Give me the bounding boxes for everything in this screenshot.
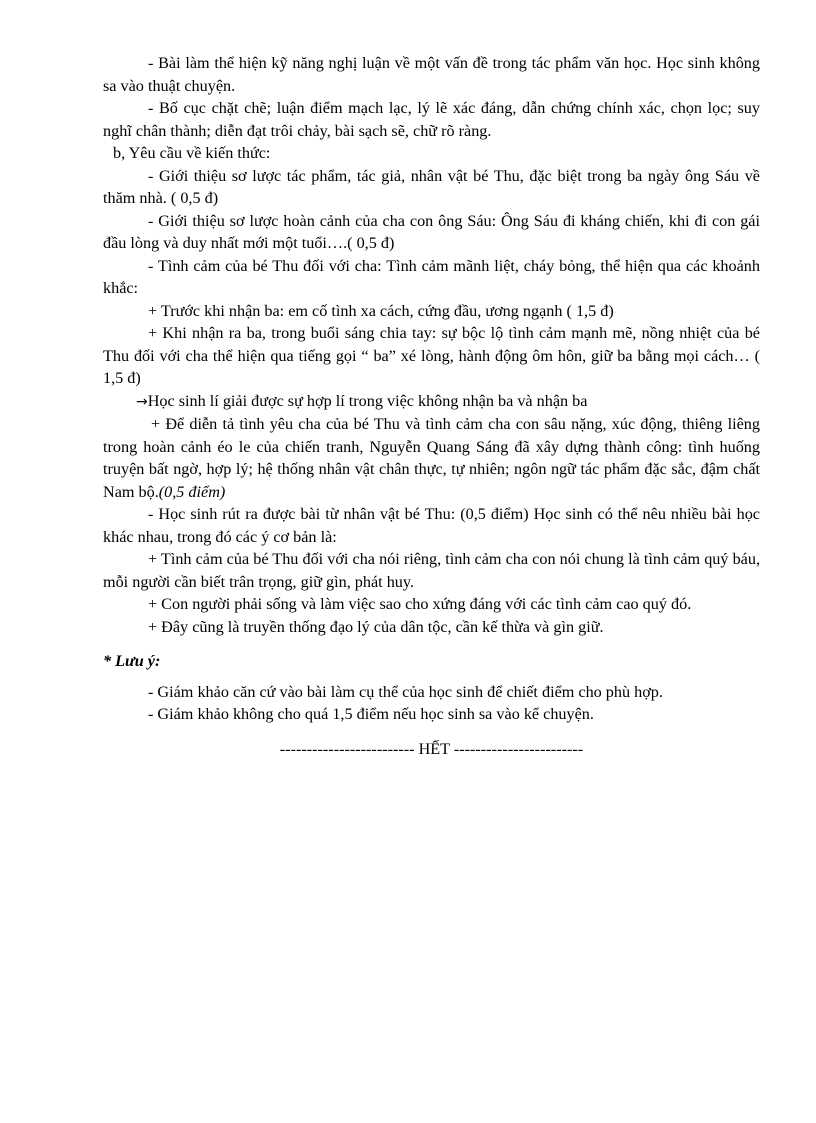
- arrow-icon: →: [136, 393, 148, 410]
- point-after-recognition: + Khi nhận ra ba, trong buổi sáng chia tay: sự bộc lộ tình cảm mạnh mẽ, nồng nhiệt của bé Thu đối với cha thể hiện qua tiếng gọi “ ba” xé lòng, hành động ôm hôn, giữ ba bằng mọi cách… ( 1,5 đ): [103, 324, 760, 387]
- criteria-skill: - Bài làm thể hiện kỹ năng nghị luận về một vấn đề trong tác phẩm văn học. Học sinh không sa vào thuật chuyện.: [103, 54, 760, 95]
- point-artistry-text: + Để diễn tả tình yêu cha của bé Thu và tình cảm cha con sâu nặng, xúc động, thiêng liêng trong hoàn cảnh éo le của chiến tranh, Nguyễn Quang Sáng đã xây dựng thành công: tình huống truyện bất ngờ, hợp lý; hệ thống nhân vật chân thực, tự nhiên; ngôn ngữ tác phẩm đặc sắc, đậm chất Nam bộ.: [103, 415, 760, 501]
- note-grading: - Giám khảo căn cứ vào bài làm cụ thể của học sinh để chiết điểm cho phù hợp.: [148, 682, 663, 701]
- note-storytelling: - Giám khảo không cho quá 1,5 điểm nếu học sinh sa vào kể chuyện.: [148, 705, 594, 723]
- lesson-worthy: + Con người phải sống và làm việc sao cho xứng đáng với các tình cảm cao quý đó.: [148, 595, 692, 613]
- lesson-love: + Tình cảm của bé Thu đối với cha nói riêng, tình cảm cha con nói chung là tình cảm quý báu, mỗi người cần biết trân trọng, giữ gìn, phát huy.: [103, 550, 760, 591]
- point-explanation-text: Học sinh lí giải được sự hợp lí trong việc không nhận ba và nhận ba: [147, 391, 588, 410]
- end-marker: ------------------------- HẾT ------------------------: [279, 739, 584, 758]
- lesson-tradition: + Đây cũng là truyền thống đạo lý của dân tộc, cần kế thừa và gìn giữ.: [148, 617, 604, 636]
- point-before-recognition: + Trước khi nhận ba: em cố tình xa cách, cứng đầu, ương ngạnh ( 1,5 đ): [148, 301, 614, 320]
- point-explanation: [103, 390, 760, 414]
- point-artistry-score: (0,5 điểm): [158, 482, 226, 501]
- point-lessons: - Học sinh rút ra được bài từ nhân vật bé Thu: (0,5 điểm) Học sinh có thể nêu nhiều bài học khác nhau, trong đó các ý cơ bản là:: [103, 505, 760, 546]
- point-artistry: [103, 413, 760, 503]
- note-title: * Lưu ý:: [103, 652, 161, 670]
- answer-key-body: [103, 52, 760, 760]
- section-knowledge-heading: b, Yêu cầu về kiến thức:: [113, 144, 271, 162]
- point-intro-situation: - Giới thiệu sơ lược hoàn cảnh của cha con ông Sáu: Ông Sáu đi kháng chiến, khi đi con gái đầu lòng và duy nhất mới một tuổi….( 0,5 đ): [103, 211, 760, 252]
- criteria-structure: - Bố cục chặt chẽ; luận điểm mạch lạc, lý lẽ xác đáng, dẫn chứng chính xác, chọn lọc; suy nghĩ chân thành; diễn đạt trôi chảy, bài sạch sẽ, chữ rõ ràng.: [103, 99, 760, 140]
- point-thu-feelings: - Tình cảm của bé Thu đối với cha: Tình cảm mãnh liệt, cháy bỏng, thể hiện qua các khoảnh khắc:: [103, 256, 760, 297]
- point-intro-work: - Giới thiệu sơ lược tác phẩm, tác giả, nhân vật bé Thu, đặc biệt trong ba ngày ông Sáu về thăm nhà. ( 0,5 đ): [103, 166, 760, 207]
